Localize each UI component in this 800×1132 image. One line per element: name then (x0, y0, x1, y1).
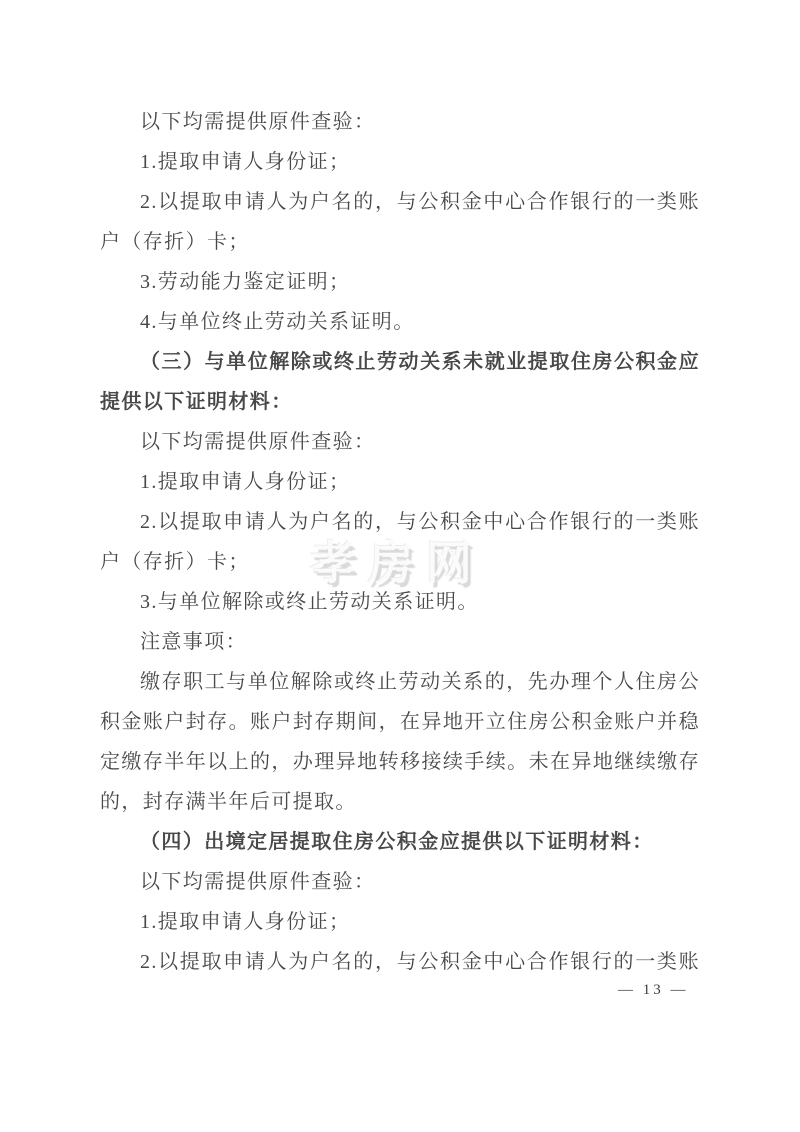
watermark: 孝房网 (310, 537, 484, 589)
paragraph-heading: （四）出境定居提取住房公积金应提供以下证明材料： (140, 831, 654, 853)
document-body (100, 102, 700, 982)
paragraph-plain: 以下均需提供原件查验： (140, 431, 376, 453)
paragraph-plain: 以下均需提供原件查验： (140, 871, 376, 893)
paragraph-continued: 2.以提取申请人为户名的，与公积金中心合作银行的一类账 (140, 951, 700, 973)
paragraph-note: 缴存职工与单位解除或终止劳动关系的，先办理个人住房公积金账户封存。账户封存期间，在异地开立住房公积金账户并稳定缴存半年以上的，办理异地转移接续手续。未在异地继续缴存的，封存满半年后可提取。 (100, 671, 700, 813)
paragraph-heading: （三）与单位解除或终止劳动关系未就业提取住房公积金应提供以下证明材料： (100, 351, 700, 413)
paragraph-plain: 3.与单位解除或终止劳动关系证明。 (140, 591, 479, 613)
paragraph-plain: 4.与单位终止劳动关系证明。 (140, 311, 415, 333)
paragraph-plain: 2.以提取申请人为户名的，与公积金中心合作银行的一类账户（存折）卡； (100, 191, 700, 253)
paragraph-plain: 2.以提取申请人为户名的，与公积金中心合作银行的一类账户（存折）卡； (100, 511, 700, 573)
paragraph-plain: 1.提取申请人身份证； (140, 471, 351, 493)
paragraph-plain: 1.提取申请人身份证； (140, 911, 351, 933)
paragraph-plain: 3.劳动能力鉴定证明； (140, 271, 351, 293)
paragraph-plain: 以下均需提供原件查验： (140, 111, 376, 133)
page-number: — 13 — (618, 982, 689, 998)
paragraph-plain: 1.提取申请人身份证； (140, 151, 351, 173)
paragraph-note-heading: 注意事项： (140, 631, 247, 653)
